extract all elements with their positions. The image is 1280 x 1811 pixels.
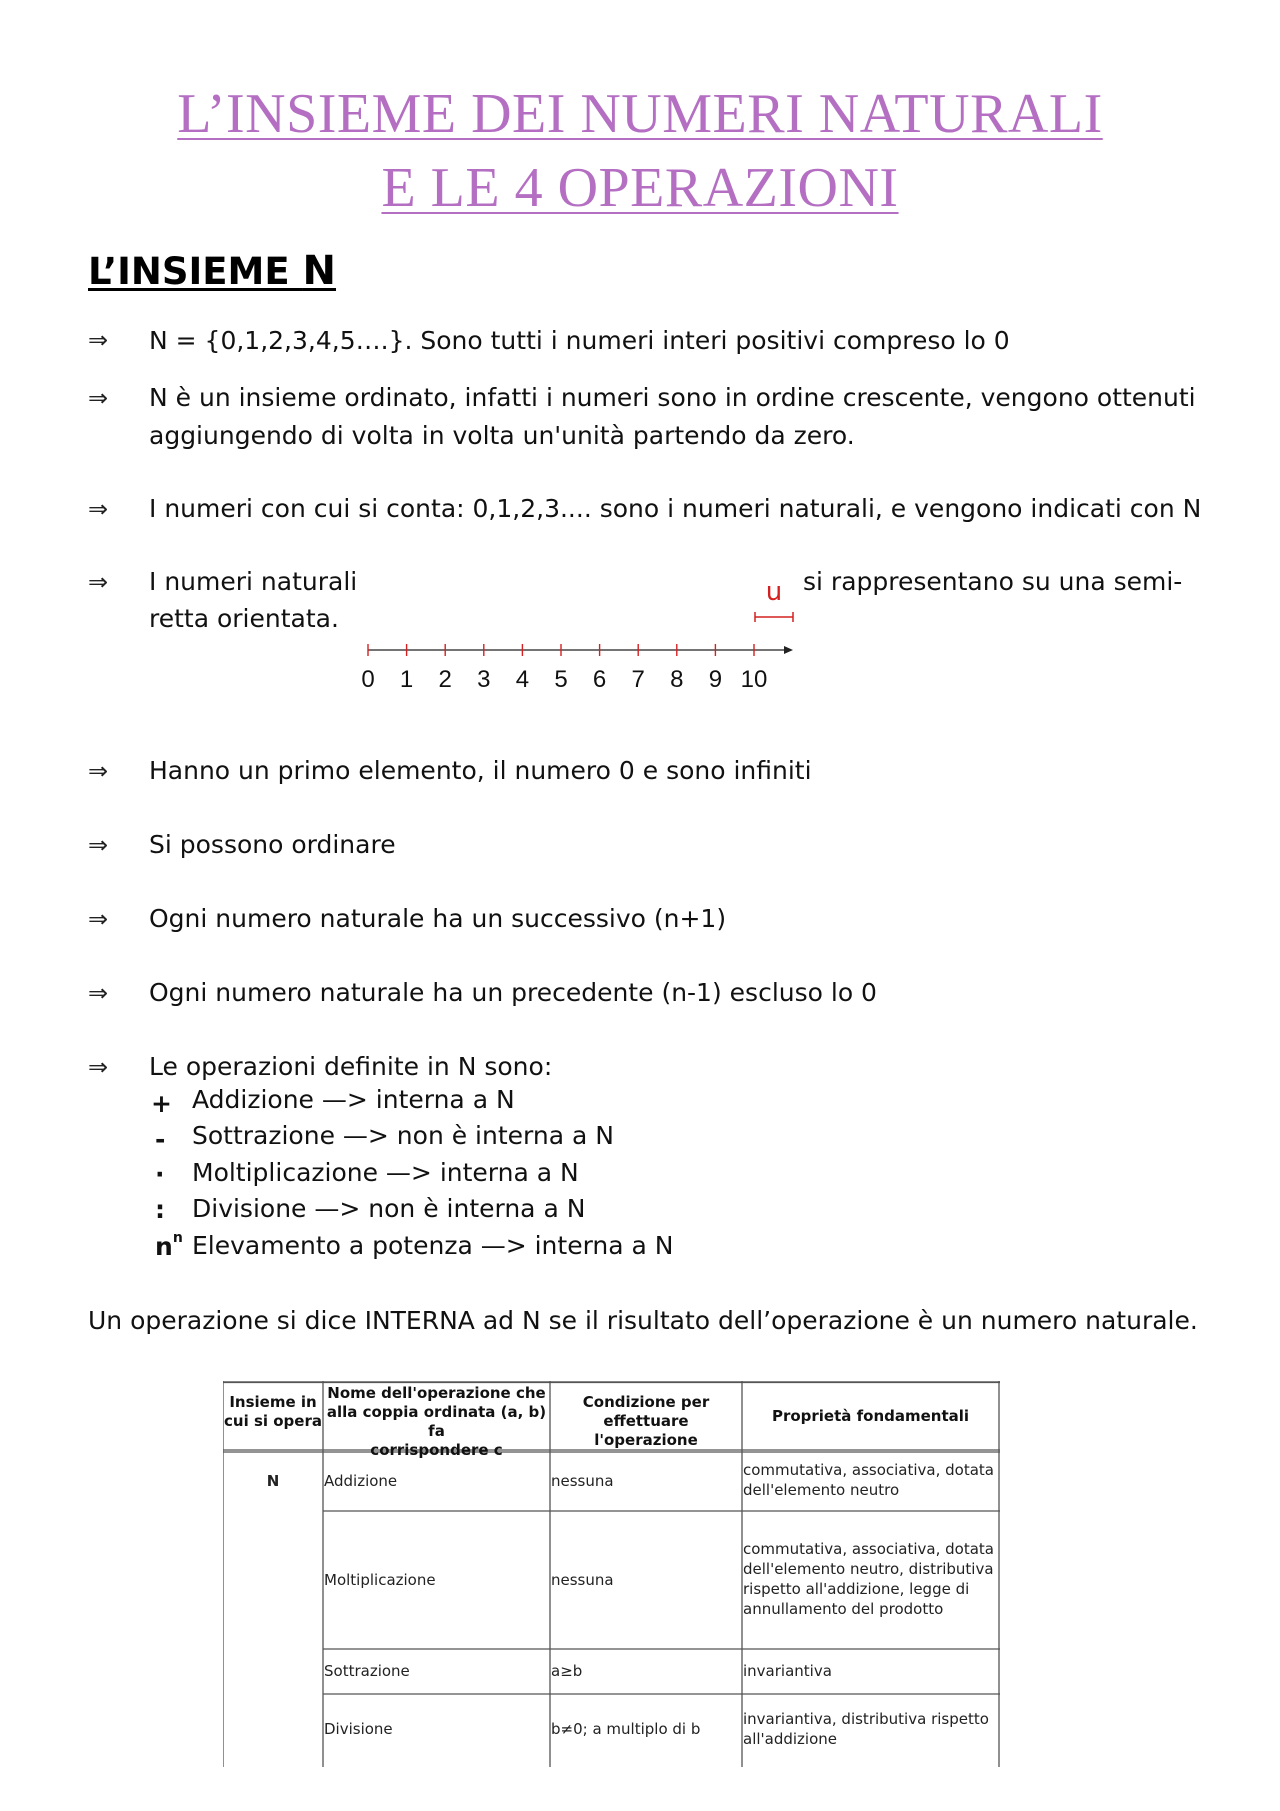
header-condition bbox=[550, 1393, 742, 1450]
property-line: invariantiva, distributiva rispetto bbox=[743, 1710, 989, 1728]
property-line: annullamento del prodotto bbox=[743, 1600, 944, 1618]
number-line-label: 8 bbox=[670, 666, 684, 693]
number-line-label: 4 bbox=[515, 666, 530, 693]
table-set-cell: N bbox=[266, 1472, 280, 1490]
bullet-text: N è un insieme ordinato, infatti i numeri sono in ordine crescente, vengono ottenuti bbox=[149, 383, 1196, 412]
section-heading bbox=[88, 248, 336, 294]
number-line-label: 7 bbox=[631, 666, 645, 693]
operation-item: Divisione —> non è interna a N bbox=[192, 1194, 586, 1223]
header-line: corrispondere c bbox=[370, 1441, 503, 1459]
property-line: all'addizione bbox=[743, 1730, 838, 1748]
definition-text: Un operazione si dice INTERNA ad N se il risultato dell’operazione è un numero naturale. bbox=[88, 1306, 1198, 1335]
property-line: dell'elemento neutro bbox=[743, 1481, 900, 1499]
number-line bbox=[350, 640, 810, 710]
number-line-label: 2 bbox=[438, 666, 452, 693]
bullet-text-continued: retta orientata. bbox=[149, 604, 339, 633]
number-line-label: 10 bbox=[740, 666, 768, 693]
operation-item: Moltiplicazione —> interna a N bbox=[192, 1158, 579, 1187]
table-cell-condition: nessuna bbox=[551, 1472, 614, 1490]
number-line-label: 1 bbox=[399, 666, 414, 693]
dot-symbol: · bbox=[155, 1160, 165, 1189]
property-line: commutativa, associativa, dotata bbox=[743, 1540, 994, 1558]
header-set bbox=[223, 1393, 323, 1431]
table-cell-properties bbox=[743, 1709, 989, 1749]
table-cell-name: Moltiplicazione bbox=[324, 1571, 436, 1589]
table-cell-condition: a≥b bbox=[551, 1662, 583, 1680]
unit-label: u bbox=[765, 577, 783, 607]
header-line: Insieme in bbox=[229, 1393, 317, 1411]
operation-item: Addizione —> interna a N bbox=[192, 1085, 515, 1114]
plus-symbol: + bbox=[151, 1089, 172, 1118]
power-exponent: n bbox=[172, 1229, 183, 1246]
table-cell-condition: nessuna bbox=[551, 1571, 614, 1589]
operation-item: Elevamento a potenza —> interna a N bbox=[192, 1231, 674, 1260]
bullet-text-continued: aggiungendo di volta in volta un'unità partendo da zero. bbox=[149, 421, 855, 450]
bullet-text: Si possono ordinare bbox=[149, 830, 396, 859]
header-line: cui si opera bbox=[224, 1412, 322, 1430]
header-line: Nome dell'operazione che bbox=[327, 1384, 546, 1402]
power-symbol bbox=[155, 1229, 183, 1261]
header-line: effettuare l'operazione bbox=[594, 1412, 698, 1449]
property-line: invariantiva bbox=[743, 1662, 832, 1680]
arrow-icon: ⇒ bbox=[88, 979, 109, 1007]
operation-item: Sottrazione —> non è interna a N bbox=[192, 1121, 614, 1150]
table-cell-condition: b≠0; a multiplo di b bbox=[551, 1720, 701, 1738]
colon-symbol: : bbox=[155, 1195, 165, 1224]
arrow-icon: ⇒ bbox=[88, 1053, 109, 1081]
bullet-text: Le operazioni definite in N sono: bbox=[149, 1052, 553, 1081]
bullet-text: Ogni numero naturale ha un precedente (n-1) escluso lo 0 bbox=[149, 978, 877, 1007]
table-cell-properties bbox=[743, 1539, 994, 1619]
table-cell-name: Addizione bbox=[324, 1472, 398, 1490]
arrow-head-icon bbox=[784, 646, 793, 654]
property-line: dell'elemento neutro, distributiva bbox=[743, 1560, 994, 1578]
arrow-icon: ⇒ bbox=[88, 568, 109, 596]
number-line-label: 5 bbox=[554, 666, 568, 693]
arrow-icon: ⇒ bbox=[88, 495, 109, 523]
table-cell-name: Divisione bbox=[324, 1720, 393, 1738]
minus-symbol: - bbox=[155, 1125, 166, 1154]
section-symbol: N bbox=[302, 248, 337, 294]
number-line-label: 9 bbox=[708, 666, 723, 693]
property-line: commutativa, associativa, dotata bbox=[743, 1461, 994, 1479]
bullet-text: Hanno un primo elemento, il numero 0 e sono infiniti bbox=[149, 756, 812, 785]
bullet-text: N = {0,1,2,3,4,5….}. Sono tutti i numeri interi positivi compreso lo 0 bbox=[149, 326, 1010, 355]
power-base: n bbox=[155, 1232, 173, 1261]
number-line-label: 6 bbox=[592, 666, 607, 693]
number-line-marks bbox=[361, 644, 793, 693]
table-cell-name: Sottrazione bbox=[324, 1662, 410, 1680]
title-line-2: E LE 4 OPERAZIONI bbox=[381, 157, 899, 219]
header-line: Proprietà fondamentali bbox=[771, 1407, 970, 1425]
arrow-icon: ⇒ bbox=[88, 757, 109, 785]
bullet-text-right: si rappresentano su una semi- bbox=[803, 567, 1183, 596]
arrow-icon: ⇒ bbox=[88, 384, 109, 412]
section-label: L’INSIEME bbox=[88, 250, 303, 293]
bullet-text: Ogni numero naturale ha un successivo (n+1) bbox=[149, 904, 727, 933]
header-line: alla coppia ordinata (a, b) fa bbox=[326, 1403, 547, 1440]
bullet-text: I numeri con cui si conta: 0,1,2,3.... sono i numeri naturali, e vengono indicati con N bbox=[149, 494, 1202, 523]
title-line-1: L’INSIEME DEI NUMERI NATURALI bbox=[177, 83, 1103, 145]
header-line: Condizione per bbox=[582, 1393, 710, 1411]
header-properties bbox=[742, 1407, 999, 1426]
header-operation-name bbox=[323, 1384, 550, 1460]
unit-marker bbox=[745, 570, 795, 630]
arrow-icon: ⇒ bbox=[88, 905, 109, 933]
table-cell-properties bbox=[743, 1661, 832, 1681]
property-line: rispetto all'addizione, legge di bbox=[743, 1580, 970, 1598]
operations-table bbox=[223, 1381, 1000, 1767]
arrow-icon: ⇒ bbox=[88, 831, 109, 859]
number-line-label: 0 bbox=[361, 666, 375, 693]
bullet-text: I numeri naturali bbox=[149, 567, 358, 596]
table-cell-properties bbox=[743, 1460, 994, 1500]
number-line-label: 3 bbox=[477, 666, 491, 693]
arrow-icon: ⇒ bbox=[88, 326, 109, 354]
